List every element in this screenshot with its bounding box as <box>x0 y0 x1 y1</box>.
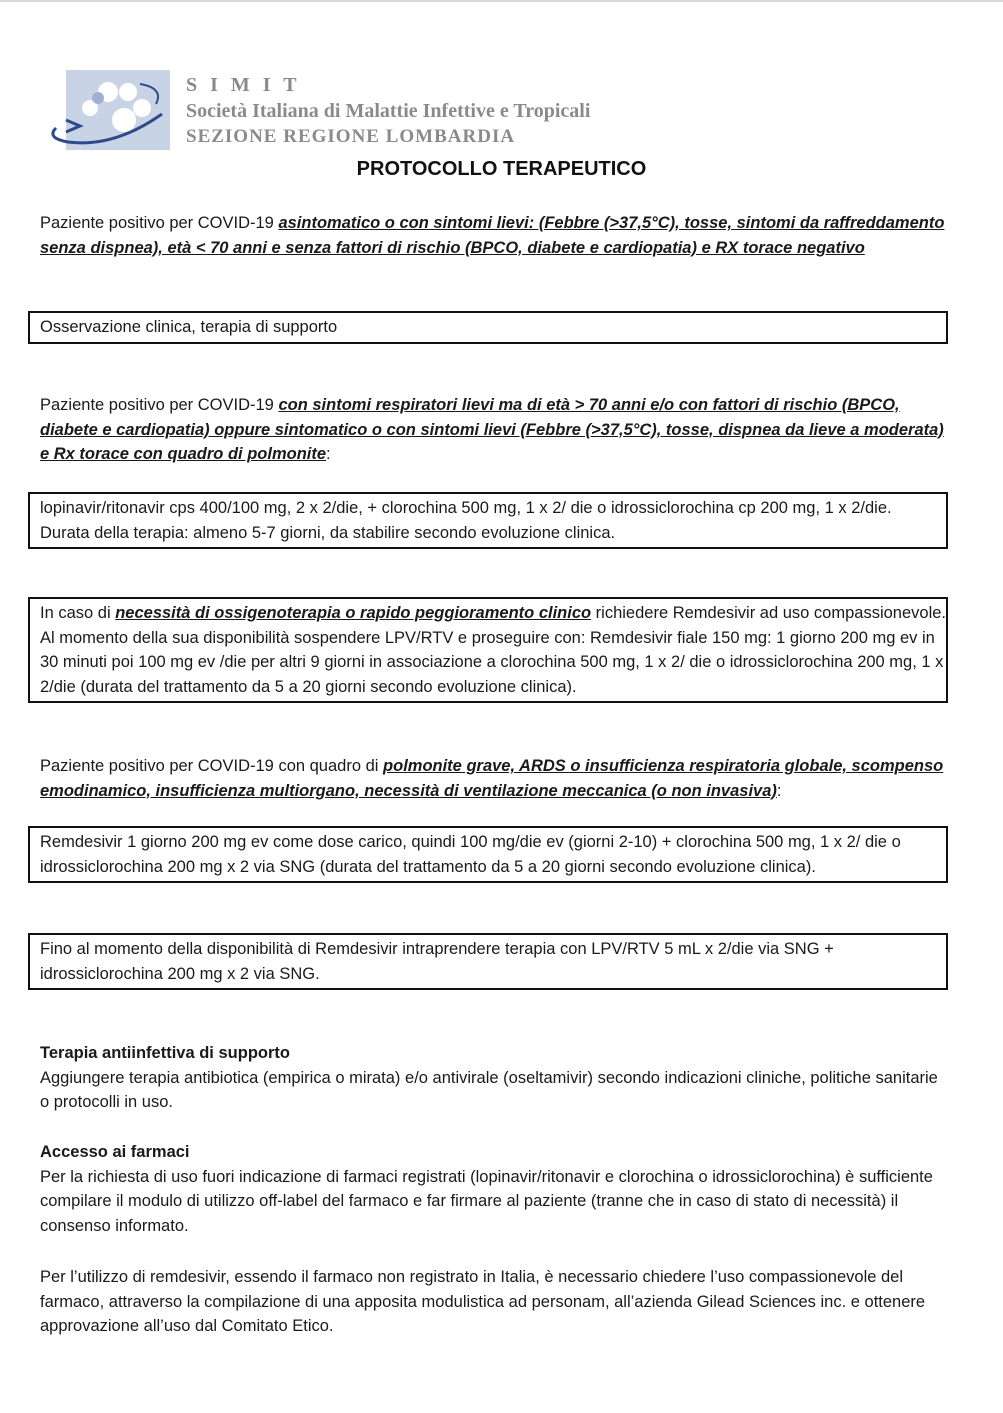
simit-logo-icon <box>44 68 172 152</box>
section1-box: Osservazione clinica, terapia di supporto <box>28 311 948 344</box>
section1-criteria: Paziente positivo per COVID-19 asintomatico o con sintomi lievi: (Febbre (>37,5°C), tosse, sintomi da raffreddamento senza dispnea), età < 70 anni e senza fattori di rischio (BPCO, diabete e cardiopatia) e RX torace negativo <box>40 214 945 257</box>
access-heading: Accesso ai farmaci <box>40 1143 190 1161</box>
section3-criteria: Paziente positivo per COVID-19 con quadro di polmonite grave, ARDS o insufficienza respiratoria globale, scompenso emodinamico, insufficienza multiorgano, necessità di ventilazione meccanica (o non invasiva): <box>40 757 944 800</box>
organization-header <box>186 72 590 150</box>
section3-interim-box: Fino al momento della disponibilità di Remdesivir intraprendere terapia con LPV/RTV 5 mL x 2/die via SNG + idrossiclorochina 200 mg x 2 via SNG. <box>28 933 948 990</box>
org-section: SEZIONE REGIONE LOMBARDIA <box>186 126 516 147</box>
support-section <box>40 1041 950 1115</box>
section3-therapy-box: Remdesivir 1 giorno 200 mg ev come dose carico, quindi 100 mg/die ev (giorni 2-10) + clorochina 500 mg, 1 x 2/ die o idrossiclorochina 200 mg x 2 via SNG (durata del trattamento da 5 a 20 giorni secondo evoluzione clinica). <box>28 826 948 883</box>
section2-oxygen-emphasis: necessità di ossigenoterapia o rapido peggioramento clinico <box>115 604 592 622</box>
section2-criteria: Paziente positivo per COVID-19 con sintomi respiratori lievi ma di età > 70 anni e/o con fattori di rischio (BPCO, diabete e cardiopatia) oppure sintomatico o con sintomi lievi (Febbre (>37,5°C), tosse, dispnea da lieve a moderata) e Rx torace con quadro di polmonite: <box>40 396 944 464</box>
access-text-2: Per l’utilizzo di remdesivir, essendo il farmaco non registrato in Italia, è necessario chiedere l’uso compassionevole del farmaco, attraverso la compilazione di una apposita modulistica ad personam, all’azienda Gilead Sciences inc. e ottenere approvazione all’uso dal Comitato Etico. <box>40 1268 926 1336</box>
top-edge-line <box>0 0 1003 2</box>
access-remdesivir <box>40 1265 950 1339</box>
support-heading: Terapia antiinfettiva di supporto <box>40 1044 290 1062</box>
access-section <box>40 1140 950 1238</box>
section2-oxygen-box: In caso di necessità di ossigenoterapia o rapido peggioramento clinico richiedere Remdesivir ad uso compassionevole. Al momento della sua disponibilità sospendere LPV/RTV e proseguire con: Remdesivir fiale 150 mg: 1 giorno 200 mg ev in 30 minuti poi 100 mg ev /die per altri 9 giorni in associazione a clorochina 500 mg, 1 x 2/ die o idrossiclorochina 200 mg, 1 x 2/die (durata del trattamento da 5 a 20 giorni secondo evoluzione clinica). <box>28 597 948 703</box>
org-short-name: S I M I T <box>186 74 301 96</box>
org-full-name: Società Italiana di Malattie Infettive e Tropicali <box>186 100 591 122</box>
section3-emphasis: polmonite grave, ARDS o insufficienza respiratoria globale, scompenso emodinamico, insufficienza multiorgano, necessità di ventilazione meccanica (o non invasiva) <box>40 757 944 800</box>
support-text: Aggiungere terapia antibiotica (empirica o mirata) e/o antivirale (oseltamivir) secondo indicazioni cliniche, politiche sanitarie o protocolli in uso. <box>40 1068 938 1112</box>
section2-emphasis: con sintomi respiratori lievi ma di età > 70 anni e/o con fattori di rischio (BPCO, diabete e cardiopatia) oppure sintomatico o con sintomi lievi (Febbre (>37,5°C), tosse, dispnea da lieve a moderata) e Rx torace con quadro di polmonite <box>40 396 944 464</box>
document-title: PROTOCOLLO TERAPEUTICO <box>356 158 647 180</box>
access-text-1: Per la richiesta di uso fuori indicazione di farmaci registrati (lopinavir/ritonavir e clorochina o idrossiclorochina) è sufficiente compilare il modulo di utilizzo off-label del farmaco e far firmare al paziente (tranne che in caso di stato di necessità) il consenso informato. <box>40 1167 933 1235</box>
section2-therapy-box: lopinavir/ritonavir cps 400/100 mg, 2 x 2/die, + clorochina 500 mg, 1 x 2/ die o idrossiclorochina cp 200 mg, 1 x 2/die. Durata della terapia: almeno 5-7 giorni, da stabilire secondo evoluzione clinica. <box>28 492 948 549</box>
section1-emphasis: asintomatico o con sintomi lievi: (Febbre (>37,5°C), tosse, sintomi da raffreddamento senza dispnea), età < 70 anni e senza fattori di rischio (BPCO, diabete e cardiopatia) e RX torace negativo <box>40 214 945 257</box>
